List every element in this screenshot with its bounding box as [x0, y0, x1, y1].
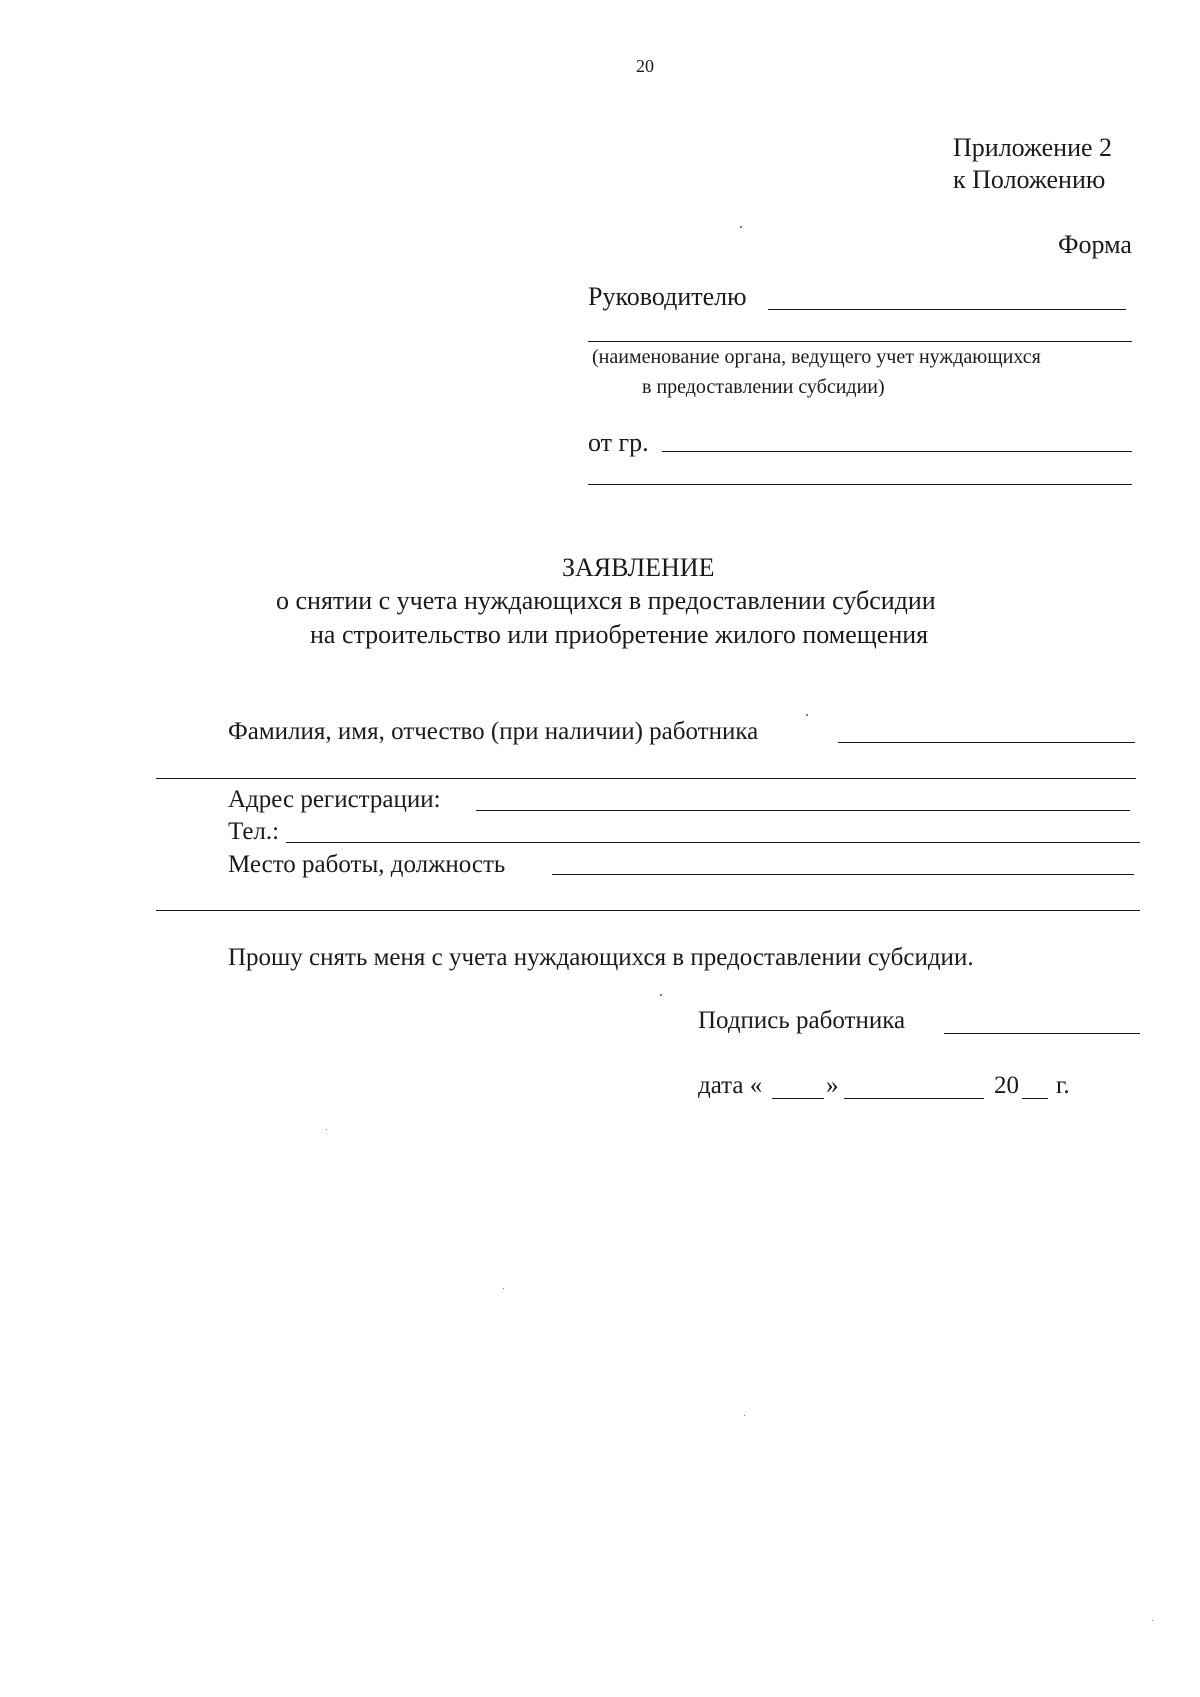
fio-field-line-2[interactable]	[156, 778, 1136, 779]
org-hint-line-2: в предоставлении субсидии)	[642, 376, 885, 398]
scan-speck	[744, 1415, 745, 1416]
scan-speck	[503, 1288, 504, 1289]
date-month-line[interactable]	[844, 1098, 984, 1099]
scan-speck	[326, 1129, 327, 1130]
document-title: ЗАЯВЛЕНИЕ	[562, 553, 715, 582]
request-text: Прошу снять меня с учета нуждающихся в предоставлении субсидии.	[228, 944, 974, 971]
fio-field-line[interactable]	[838, 742, 1135, 743]
scan-speck	[740, 226, 742, 228]
org-hint-line-1: (наименование органа, ведущего учет нуждающихся	[592, 346, 1041, 368]
address-label: Адрес регистрации:	[228, 786, 441, 813]
address-field-line[interactable]	[476, 810, 1130, 811]
form-label: Форма	[1058, 230, 1132, 259]
work-label: Место работы, должность	[228, 851, 506, 878]
date-year-line[interactable]	[1022, 1098, 1048, 1099]
page-number: 20	[636, 56, 654, 76]
to-field-line[interactable]	[768, 309, 1126, 310]
to-label: Руководителю	[588, 282, 747, 311]
date-year-suffix: г.	[1056, 1072, 1070, 1099]
from-label: от гр.	[588, 428, 649, 457]
signature-label: Подпись работника	[698, 1007, 906, 1034]
scan-speck	[806, 714, 808, 716]
from-field-line-2[interactable]	[588, 484, 1132, 485]
date-prefix: дата «	[698, 1072, 763, 1099]
scan-speck	[1152, 1620, 1153, 1621]
appendix-line-2: к Положению	[953, 165, 1106, 194]
work-field-line[interactable]	[552, 874, 1134, 875]
phone-label: Тел.:	[228, 818, 280, 845]
fio-label: Фамилия, имя, отчество (при наличии) работника	[228, 718, 759, 745]
work-field-line-2[interactable]	[156, 910, 1140, 911]
appendix-line-1: Приложение 2	[953, 133, 1113, 162]
date-day-line[interactable]	[772, 1098, 824, 1099]
scan-speck	[660, 994, 662, 996]
date-close-quote: »	[826, 1072, 839, 1099]
date-year-prefix: 20	[994, 1072, 1019, 1099]
signature-field-line[interactable]	[944, 1033, 1140, 1034]
document-subtitle-2: на строительство или приобретение жилого помещения	[310, 620, 929, 649]
document-subtitle-1: о снятии с учета нуждающихся в предоставлении субсидии	[276, 586, 936, 615]
from-field-line[interactable]	[662, 451, 1132, 452]
phone-field-line[interactable]	[286, 842, 1140, 843]
org-name-line[interactable]	[588, 341, 1132, 342]
